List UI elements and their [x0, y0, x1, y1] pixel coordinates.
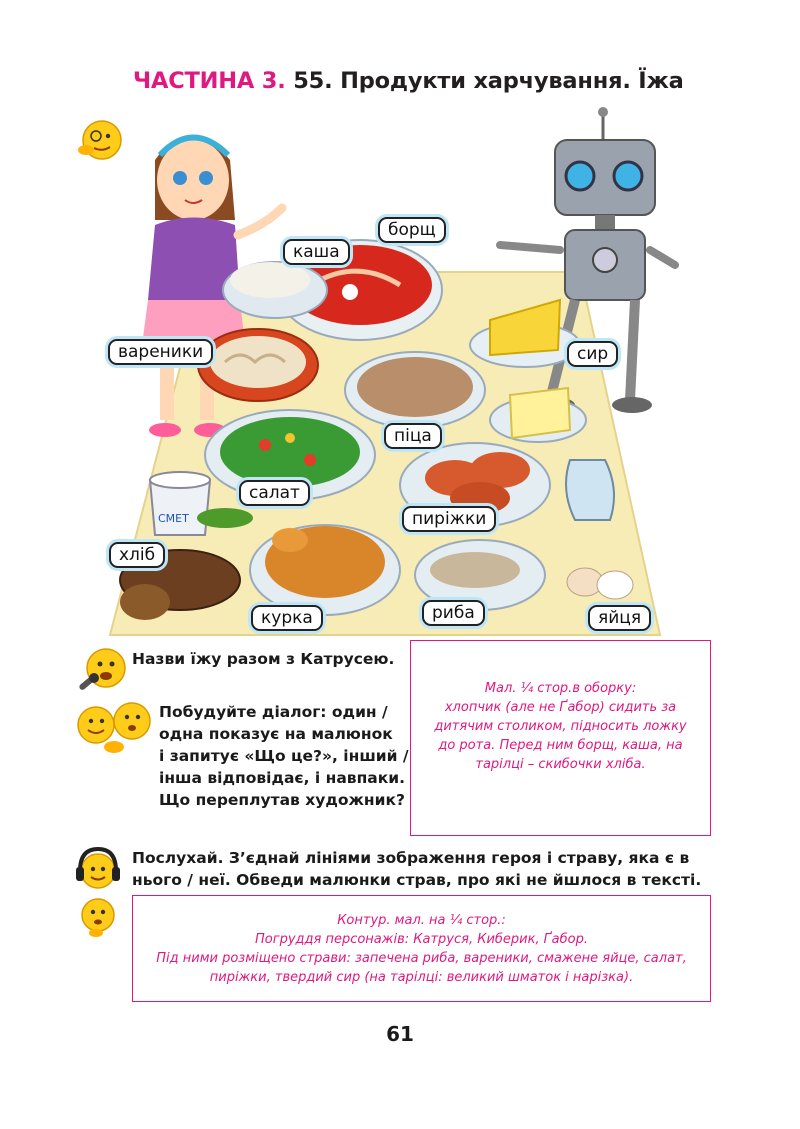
- label-varenyky: вареники: [108, 339, 213, 365]
- kasha-plate: [223, 262, 327, 318]
- label-syr: сир: [567, 341, 618, 367]
- task-listen-line: Послухай. З’єднай лініями зображення героя і страву, яка є в: [132, 849, 690, 867]
- label-borshch: борщ: [378, 217, 446, 243]
- task-dialog-line: одна показує на малюнок: [159, 725, 393, 743]
- task-listen-line: нього / неї. Обведи малюнки страв, про які не йшлося в тексті.: [132, 871, 702, 889]
- note-line: дитячим столиком, підносить ложку: [434, 719, 687, 734]
- pointing-emoji-icon: [76, 895, 120, 939]
- milk-jug: [566, 460, 614, 520]
- note-line: Погруддя персонажів: Катруся, Киберик, Ґабор.: [255, 932, 588, 947]
- roast-chicken: [250, 525, 400, 615]
- task-dialog: [159, 701, 409, 811]
- illustration-note-1: [410, 640, 711, 836]
- task-dialog-line: Що переплутав художник?: [159, 791, 406, 809]
- grain-plate: [345, 352, 485, 428]
- page-title: [133, 68, 733, 94]
- task-dialog-line: і запитує «Що це?», інший /: [159, 747, 409, 765]
- sour-cream-cup: [150, 472, 210, 535]
- label-khlib: хліб: [109, 542, 165, 568]
- task-dialog-line: Побудуйте діалог: один /: [159, 703, 388, 721]
- page-number: 61: [386, 1022, 414, 1046]
- note-line: Під ними розміщено страви: запечена риба, вареники, смажене яйце, салат,: [156, 951, 687, 966]
- sour-cream-label: СМЕТ: [158, 512, 189, 525]
- label-kurka: курка: [251, 605, 323, 631]
- note-line: Мал. ¼ стор.в оборку:: [484, 681, 637, 696]
- two-friends-emoji-icon: [74, 699, 158, 757]
- task-listen: [132, 847, 722, 891]
- varenyky-plate: [198, 329, 318, 401]
- label-salat: салат: [239, 480, 310, 506]
- lesson-title: 55. Продукти харчування. Їжа: [293, 68, 684, 94]
- label-pitsa: піца: [384, 423, 442, 449]
- part-label: ЧАСТИНА 3.: [133, 68, 286, 94]
- label-pyrizhky: пиріжки: [402, 506, 496, 532]
- illustration-note-2: [132, 895, 711, 1002]
- note-line: пиріжки, твердий сир (на тарілці: великий шматок і нарізка).: [209, 970, 634, 985]
- label-ryba: риба: [422, 600, 485, 626]
- note-line: тарілці – скибочки хліба.: [475, 757, 646, 772]
- note-line: Контур. мал. на ¼ стор.:: [337, 913, 506, 928]
- note-line: хлопчик (але не Ґабор) сидить за: [444, 700, 677, 715]
- cucumber: [197, 508, 253, 528]
- label-yaitsia: яйця: [588, 605, 651, 631]
- note-line: до рота. Перед ним борщ, каша, на: [438, 738, 683, 753]
- task-dialog-line: інша відповідає, і навпаки.: [159, 769, 406, 787]
- headphones-emoji-icon: [73, 845, 123, 893]
- task-name-food: Назви їжу разом з Катрусею.: [132, 650, 395, 668]
- label-kasha: каша: [283, 239, 350, 265]
- microphone-emoji-icon: [74, 644, 130, 696]
